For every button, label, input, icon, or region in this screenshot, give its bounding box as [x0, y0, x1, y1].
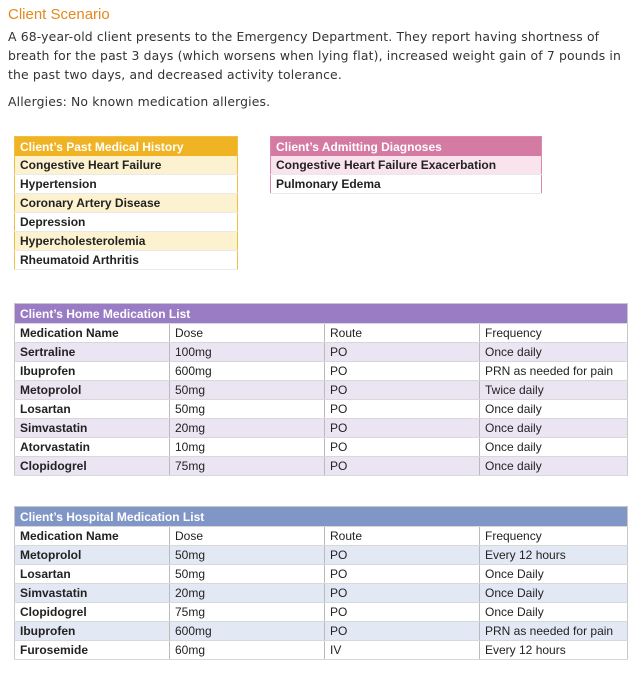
table-row: [15, 622, 628, 641]
scenario-paragraph: A 68-year-old client presents to the Emergency Department. They report having shortness of breath for the past 3 days (which worsens when lying flat), increased weight gain of 7 pounds in the past two days, and decreased activity tolerance.: [8, 29, 622, 82]
cell: 10mg: [170, 438, 325, 457]
cell: Sertraline: [15, 343, 170, 362]
past-medical-history-table: [14, 136, 238, 270]
cell: Simvastatin: [15, 419, 170, 438]
cell: PO: [325, 343, 480, 362]
table-row: [15, 565, 628, 584]
cell: Clopidogrel: [15, 603, 170, 622]
cell: Ibuprofen: [15, 362, 170, 381]
scenario-title: Client Scenario: [8, 6, 110, 23]
cell: Once daily: [480, 457, 628, 476]
cell: Furosemide: [15, 641, 170, 660]
cell: PO: [325, 546, 480, 565]
cell: Metoprolol: [15, 546, 170, 565]
cell: PRN as needed for pain: [480, 362, 628, 381]
cell: Metoprolol: [15, 381, 170, 400]
table-row: [15, 457, 628, 476]
column-header: Medication Name: [15, 324, 170, 343]
cell: PRN as needed for pain: [480, 622, 628, 641]
column-header: Frequency: [480, 324, 628, 343]
column-header: Route: [325, 527, 480, 546]
home-medication-table: [14, 303, 628, 476]
cell: 50mg: [170, 565, 325, 584]
admitting-diagnoses-table: [270, 136, 542, 194]
cell: Once Daily: [480, 584, 628, 603]
cell: Once daily: [480, 343, 628, 362]
cell: 20mg: [170, 419, 325, 438]
cell: Once daily: [480, 419, 628, 438]
cell: Once daily: [480, 400, 628, 419]
table-row: [15, 362, 628, 381]
cell: Losartan: [15, 565, 170, 584]
table-row: [15, 419, 628, 438]
cell: 100mg: [170, 343, 325, 362]
table-row: [15, 400, 628, 419]
cell: PO: [325, 584, 480, 603]
column-header: Medication Name: [15, 527, 170, 546]
cell: 75mg: [170, 457, 325, 476]
table-row: [15, 343, 628, 362]
allergies-text: Allergies: No known medication allergies.: [8, 94, 271, 109]
history-item: Coronary Artery Disease: [15, 194, 238, 213]
history-item: Hypertension: [15, 175, 238, 194]
cell: PO: [325, 603, 480, 622]
cell: 20mg: [170, 584, 325, 603]
cell: Twice daily: [480, 381, 628, 400]
cell: PO: [325, 381, 480, 400]
cell: IV: [325, 641, 480, 660]
cell: 600mg: [170, 362, 325, 381]
column-header: Route: [325, 324, 480, 343]
cell: 600mg: [170, 622, 325, 641]
table-row: [15, 438, 628, 457]
cell: Atorvastatin: [15, 438, 170, 457]
cell: Once Daily: [480, 603, 628, 622]
history-item: Congestive Heart Failure: [15, 156, 238, 175]
cell: 50mg: [170, 381, 325, 400]
cell: PO: [325, 438, 480, 457]
table-row: [15, 641, 628, 660]
cell: PO: [325, 362, 480, 381]
cell: 75mg: [170, 603, 325, 622]
cell: PO: [325, 419, 480, 438]
cell: 50mg: [170, 546, 325, 565]
table-row: [15, 381, 628, 400]
cell: 60mg: [170, 641, 325, 660]
hospital-medication-table: [14, 506, 628, 660]
cell: Once Daily: [480, 565, 628, 584]
diagnosis-item: Pulmonary Edema: [271, 175, 542, 194]
history-item: Rheumatoid Arthritis: [15, 251, 238, 270]
cell: Losartan: [15, 400, 170, 419]
history-item: Depression: [15, 213, 238, 232]
table-row: [15, 584, 628, 603]
cell: PO: [325, 457, 480, 476]
cell: PO: [325, 400, 480, 419]
cell: Ibuprofen: [15, 622, 170, 641]
cell: Simvastatin: [15, 584, 170, 603]
column-header: Dose: [170, 527, 325, 546]
cell: 50mg: [170, 400, 325, 419]
cell: Every 12 hours: [480, 546, 628, 565]
diagnosis-item: Congestive Heart Failure Exacerbation: [271, 156, 542, 175]
past-medical-history-header: Client’s Past Medical History: [15, 137, 238, 157]
cell: Clopidogrel: [15, 457, 170, 476]
cell: PO: [325, 622, 480, 641]
table-row: [15, 546, 628, 565]
cell: Every 12 hours: [480, 641, 628, 660]
cell: Once daily: [480, 438, 628, 457]
admitting-diagnoses-header: Client’s Admitting Diagnoses: [271, 137, 542, 157]
table-row: [15, 603, 628, 622]
home-medication-caption: Client’s Home Medication List: [15, 304, 628, 324]
column-header: Dose: [170, 324, 325, 343]
column-header: Frequency: [480, 527, 628, 546]
hospital-medication-caption: Client’s Hospital Medication List: [15, 507, 628, 527]
cell: PO: [325, 565, 480, 584]
history-item: Hypercholesterolemia: [15, 232, 238, 251]
